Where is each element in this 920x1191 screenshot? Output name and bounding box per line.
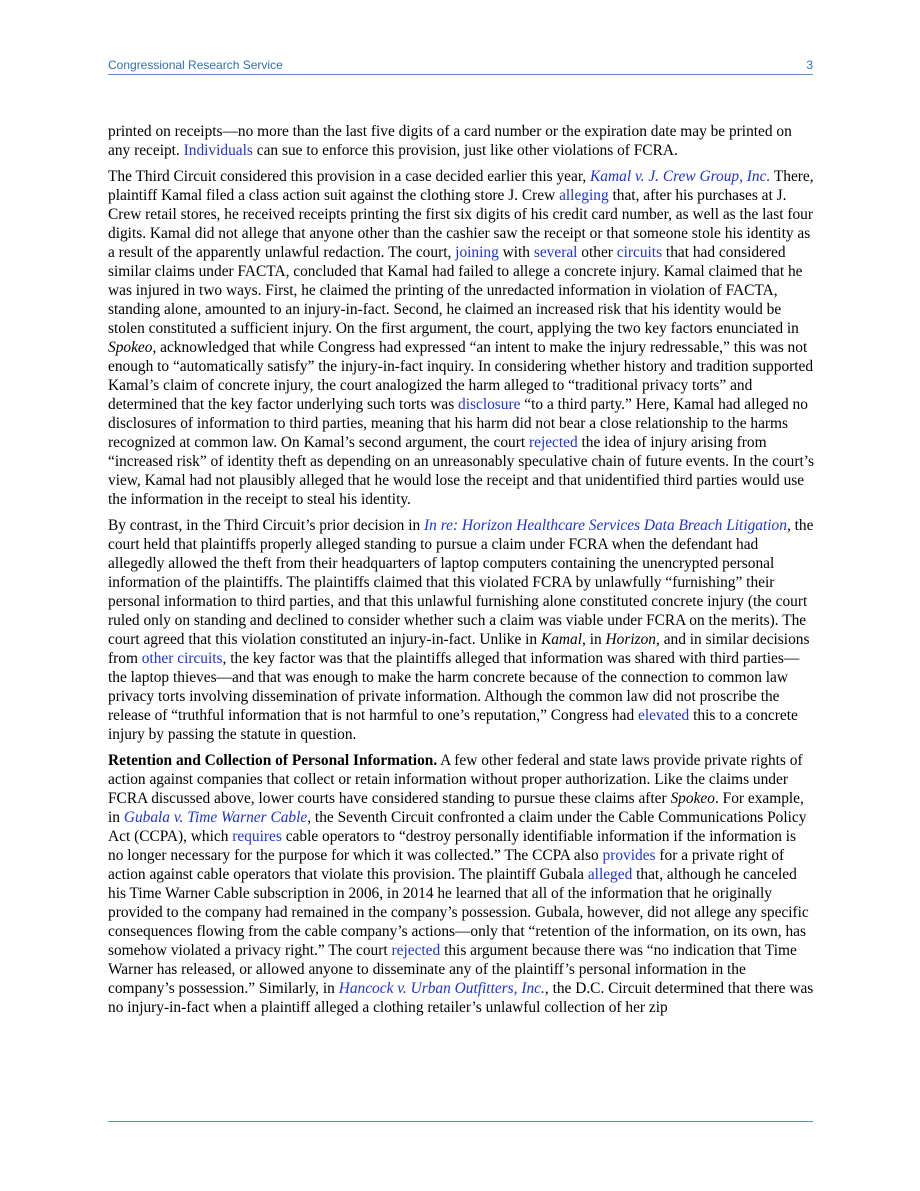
link-horizon-healthcare[interactable]: In re: Horizon Healthcare Services Data Breach Litigation [424, 517, 787, 534]
text-run: with [498, 244, 534, 261]
footer-rule [108, 1121, 813, 1122]
text-run: other [577, 244, 617, 261]
case-name-spokeo: Spokeo [108, 339, 153, 356]
text-run: that, although he canceled his Time Warner Cable subscription in 2006, in 2014 he learned that all of the information that he originally provided to the company had remained in the company’s possession. Gubala, however, did not allege any specific consequences flowing from the cable company’s actions—only that “retention of the information, on its own, has somehow violated a privacy right.” The court [108, 866, 809, 959]
text-run: , the key factor was that the plaintiffs alleged that information was shared with third parties—the laptop thieves—and that was enough to make the harm concrete because of the connection to common law privacy torts involving dissemination of private information. Although the common law did not proscribe the release of “truthful information that is not harmful to one’s reputation,” Congress had [108, 650, 800, 724]
text-run: that, after his purchases at J. Crew retail stores, he received receipts printing the first six digits of his credit card number, as well as the last four digits. Kamal did not allege that anyone other than the cashier saw the receipt or that someone stole his identity as a result of the apparently unlawful redaction. The court, [108, 187, 814, 261]
text-run: cable operators to “destroy personally identifiable information if the information is no longer necessary for the purpose for which it was collected.” The CCPA also [108, 828, 797, 864]
link-elevated[interactable]: elevated [637, 707, 690, 724]
body-text [108, 122, 814, 1024]
paragraph-1 [108, 122, 814, 160]
link-rejected-gubala[interactable]: rejected [391, 942, 441, 959]
text-run: . For example, in [108, 790, 804, 826]
link-requires[interactable]: requires [232, 828, 282, 845]
link-hancock-v-urban-outfitters[interactable]: Hancock v. Urban Outfitters, Inc. [338, 980, 545, 997]
case-name-spokeo: Spokeo [670, 790, 715, 807]
link-circuits[interactable]: circuits [616, 244, 663, 261]
paragraph-4 [108, 751, 814, 1017]
section-heading: Retention and Collection of Personal Information. [108, 752, 438, 769]
text-run: , acknowledged that while Congress had expressed “an intent to make the injury redressable,” this was not enough to “automatically satisfy” the injury-in-fact inquiry. In considering whether history and tradition supported Kamal’s claim of concrete injury, the court analogized the harm alleged to “traditional privacy torts” and determined that the key factor underlying such torts was [108, 339, 814, 413]
text-run: , the Seventh Circuit confronted a claim under the Cable Communications Policy Act (CCPA), which [108, 809, 807, 845]
case-name-kamal: Kamal [540, 631, 583, 648]
link-individuals[interactable]: Individuals [183, 142, 253, 159]
text-run: “to a third party.” Here, Kamal had alleged no disclosures of information to third parties, meaning that his harm did not bear a close relationship to the harms recognized at common law. On Kamal’s second argument, the court [108, 396, 808, 451]
link-several[interactable]: several [533, 244, 578, 261]
link-provides[interactable]: provides [602, 847, 656, 864]
text-run: that had considered similar claims under FACTA, concluded that Kamal had failed to allege a concrete injury. Kamal claimed that he was injured in two ways. First, he claimed the printing of the unredacted information in violation of FACTA, standing alone, amounted to an injury-in-fact. Second, he claimed an increased risk that his identity would be stolen constituted a sufficient injury. On the first argument, the court, applying the two key factors enunciated in [108, 244, 803, 337]
header-organization: Congressional Research Service [108, 58, 283, 72]
text-run: this argument because there was “no indication that Time Warner has released, or allowed anyone to disseminate any of the plaintiff’s personal information in the company’s possession.” Similarly, in [108, 942, 797, 997]
text-run: A few other federal and state laws provide private rights of action against companies that collect or retain information without proper authorization. Like the claims under FCRA discussed above, lower courts have considered standing to pursue these claims after [108, 752, 803, 807]
page-header [108, 58, 813, 75]
paragraph-3 [108, 516, 814, 744]
text-run: for a private right of action against cable operators that violate this provision. The plaintiff Gubala [108, 847, 785, 883]
link-alleged[interactable]: alleged [587, 866, 633, 883]
link-rejected[interactable]: rejected [528, 434, 578, 451]
text-run: , the D.C. Circuit determined that there was no injury-in-fact when a plaintiff alleged a clothing retailer’s unlawful collection of her zip [108, 980, 814, 1016]
header-page-number: 3 [806, 58, 813, 72]
link-kamal-v-j-crew[interactable]: Kamal v. J. Crew Group, Inc. [590, 168, 771, 185]
text-run: can sue to enforce this provision, just like other violations of FCRA. [252, 142, 678, 159]
text-run: the idea of injury arising from “increased risk” of identity theft as depending on an unreasonably speculative chain of future events. In the court’s view, Kamal had not plausibly alleged that he would lose the receipt and that unidentified third parties would use the information in the receipt to steal his identity. [108, 434, 815, 508]
link-disclosure[interactable]: disclosure [458, 396, 521, 413]
text-run: The Third Circuit considered this provision in a case decided earlier this year, [108, 168, 591, 185]
link-other-circuits[interactable]: other circuits [141, 650, 223, 667]
paragraph-2 [108, 167, 814, 509]
text-run: printed on receipts—no more than the last five digits of a card number or the expiration date may be printed on any receipt. [108, 123, 792, 159]
text-run: , in [582, 631, 606, 648]
text-run: By contrast, in the Third Circuit’s prior decision in [108, 517, 425, 534]
link-gubala-v-time-warner[interactable]: Gubala v. Time Warner Cable [123, 809, 308, 826]
text-run: this to a concrete injury by passing the statute in question. [108, 707, 798, 743]
case-name-horizon: Horizon [605, 631, 656, 648]
link-alleging[interactable]: alleging [559, 187, 609, 204]
text-run: There, plaintiff Kamal filed a class action suit against the clothing store J. Crew [108, 168, 814, 204]
text-run: , the court held that plaintiffs properly alleged standing to pursue a claim under FCRA when the defendant had allegedly allowed the theft from their headquarters of laptop computers containing the unencrypted personal information of the plaintiffs. The plaintiffs claimed that this violated FCRA by unlawfully “furnishing” their personal information to third parties, and that this unlawful furnishing alone constituted concrete injury (the court ruled only on standing and declined to consider whether such a claim was viable under FCRA on the merits). The court agreed that this violation constituted an injury-in-fact. Unlike in [108, 517, 814, 648]
text-run: , and in similar decisions from [108, 631, 810, 667]
link-joining[interactable]: joining [455, 244, 499, 261]
